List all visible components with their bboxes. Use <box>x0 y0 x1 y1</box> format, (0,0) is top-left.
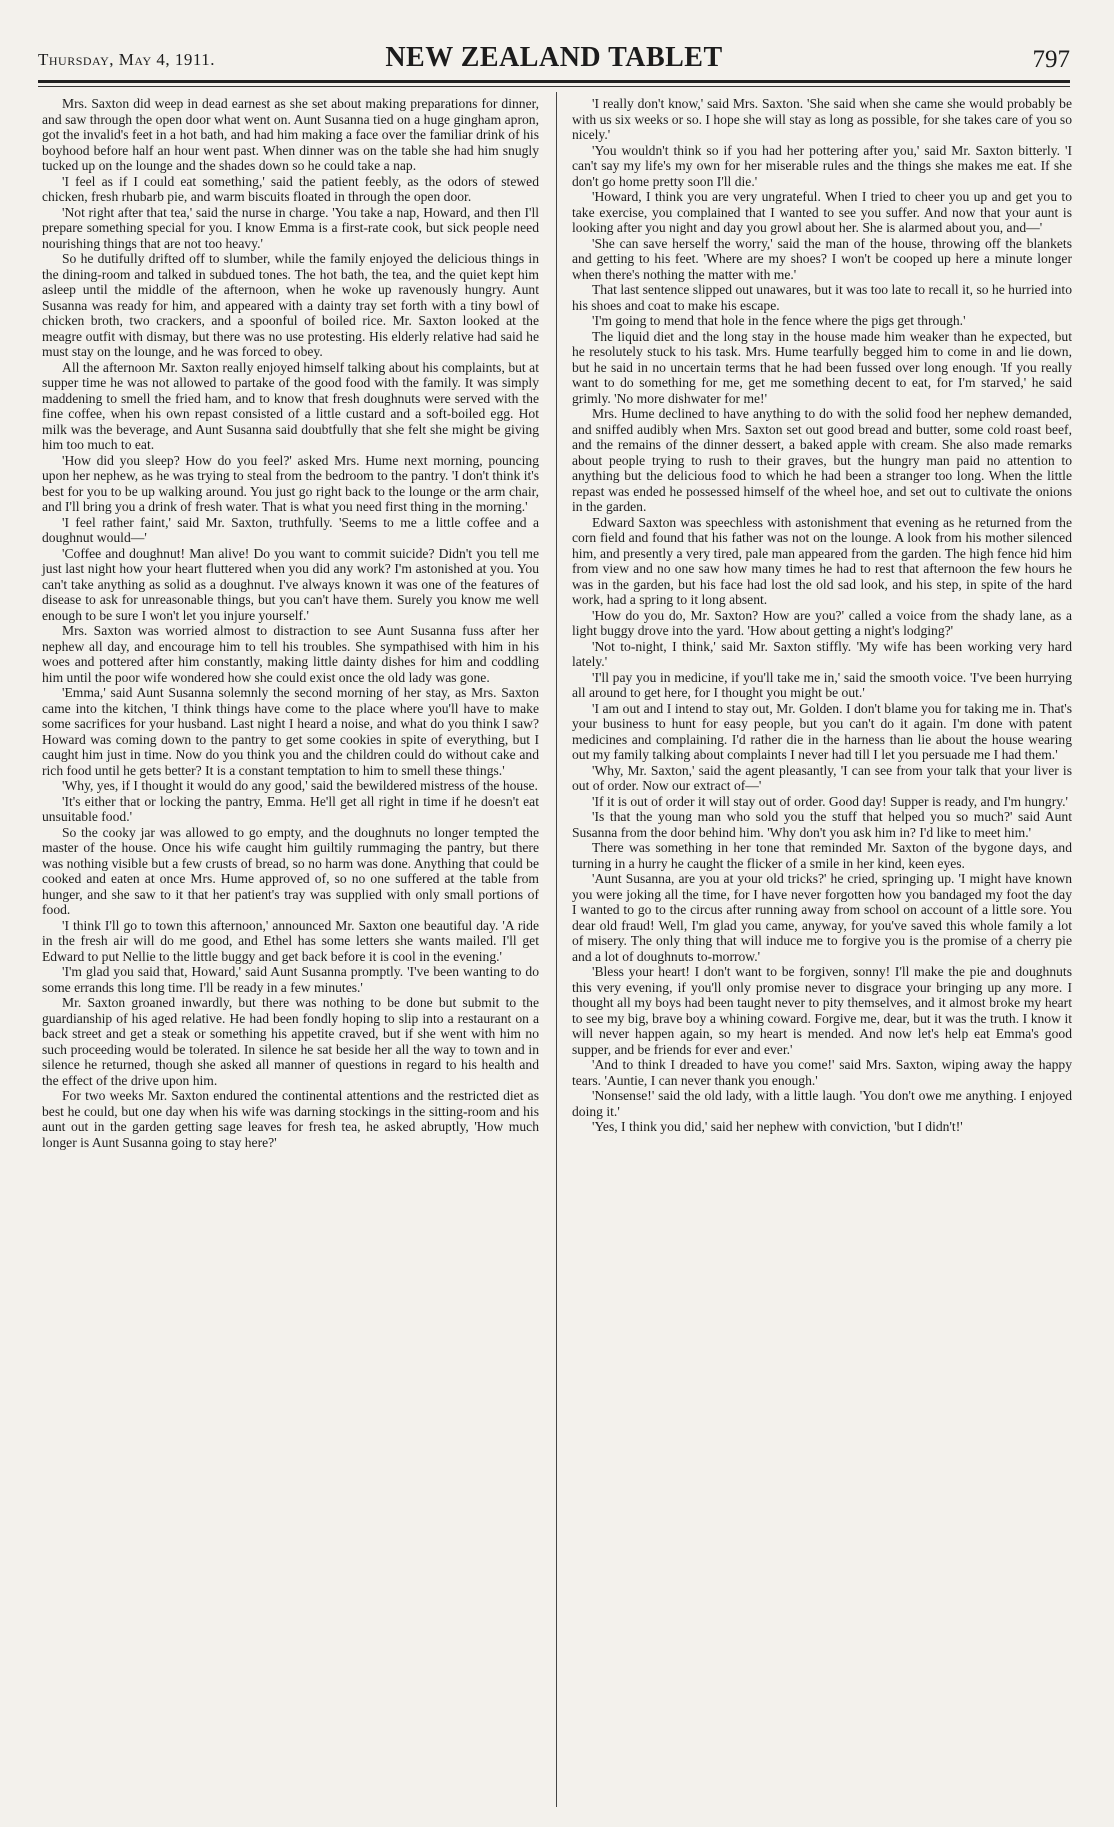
paragraph: Edward Saxton was speechless with astonishment that evening as he returned from the corn field and found that his father was not on the lounge. A look from his mother silenced him, and presently a very tired, pale man appeared from the garden. The high fence hid him from view and no one saw how many times he had to rest that afternoon the few hours he was in the garden, but his face had lost the old sad look, and his step, in spite of the hard work, had a spring to it long absent. <box>572 514 1072 607</box>
paragraph: 'Why, yes, if I thought it would do any good,' said the bewildered mistress of the house. <box>62 778 538 793</box>
issue-date: Thursday, May 4, 1911. <box>38 50 216 69</box>
paragraph: For two weeks Mr. Saxton endured the continental attentions and the restricted diet as best he could, but one day when his wife was darning stockings in the sitting-room and his aunt out in the garden getting sage leaves for fresh tea, he asked abruptly, 'How much longer is Aunt Susanna going to stay here?' <box>42 1088 539 1150</box>
paragraph: So he dutifully drifted off to slumber, while the family enjoyed the delicious things in the dining-room and talked in subdued tones. The hot bath, the tea, and the quiet kept him asleep until the middle of the afternoon, when he woke up ravenously hungry. Aunt Susanna was ready for him, and appeared with a dainty tray set forth with a tiny bowl of chicken broth, two crackers, and a spoonful of boiled rice. Mr. Saxton looked at the meagre outfit with dismay, but there was no use protesting. His elderly relative had said he must stay on the lounge, and he was forced to obey. <box>42 251 539 359</box>
paragraph: That last sentence slipped out unawares, but it was too late to recall it, so he hurried into his shoes and coat to make his escape. <box>572 282 1072 313</box>
paragraph: 'I'll pay you in medicine, if you'll take me in,' said the smooth voice. 'I've been hurrying all around to get here, for I thought you might be out.' <box>572 669 1072 700</box>
page-number: 797 <box>1032 46 1070 73</box>
paragraph: 'I feel as if I could eat something,' said the patient feebly, as the odors of stewed chicken, fresh rhubarb pie, and warm biscuits floated in through the open door. <box>42 173 539 204</box>
page-header <box>38 38 1070 82</box>
paragraph: 'Not to-night, I think,' said Mr. Saxton stiffly. 'My wife has been working very hard lately.' <box>572 638 1072 669</box>
paragraph: 'Yes, I think you did,' said her nephew with conviction, 'but I didn't!' <box>592 1119 963 1134</box>
paragraph: 'Coffee and doughnut! Man alive! Do you want to commit suicide? Didn't you tell me just last night how your heart fluttered when you did any work? I'm astonished at you. You can't take anything as solid as a doughnut. I've always known it was one of the features of disease to ask for unreasonable things, but you can't have them. Surely you know me well enough to be sure I won't let you injure yourself.' <box>42 545 539 623</box>
paragraph: Mrs. Saxton did weep in dead earnest as she set about making preparations for dinner, and saw through the open door what went on. Aunt Susanna tied on a huge gingham apron, got the invalid's feet in a hot bath, and had him making a face over the familiar drink of his boyhood before half an hour went past. When dinner was on the table she had him snugly tucked up on the lounge and the shades down so he could take a nap. <box>42 96 539 173</box>
right-column <box>572 96 1072 1135</box>
paragraph: The liquid diet and the long stay in the house made him weaker than he expected, but he resolutely stuck to his task. Mrs. Hume tearfully begged him to come in and lie down, but he said in no uncertain terms that he had been fussed over long enough. 'If you really want to do something for me, get me something decent to eat, for I'm starved,' he said grimly. 'No more dishwater for me!' <box>572 328 1072 406</box>
paragraph: 'I'm glad you said that, Howard,' said Aunt Susanna promptly. 'I've been wanting to do some errands this long time. I'll be ready in a few minutes.' <box>42 964 539 995</box>
left-column <box>42 96 539 1150</box>
column-divider <box>556 92 557 1807</box>
header-rule-thin <box>38 86 1070 87</box>
paragraph: 'How do you do, Mr. Saxton? How are you?' called a voice from the shady lane, as a light buggy drove into the yard. 'How about getting a night's lodging?' <box>572 607 1072 638</box>
paragraph: 'I feel rather faint,' said Mr. Saxton, truthfully. 'Seems to me a little coffee and a doughnut would—' <box>42 514 539 545</box>
header-rule-thick <box>38 80 1070 83</box>
paragraph: Mrs. Saxton was worried almost to distraction to see Aunt Susanna fuss after her nephew all day, and encourage him to tell his troubles. She sympathised with him in his woes and pottered after him constantly, making little dainty dishes for him and coddling him until the poor wife wondered how she could exist once the old lady was gone. <box>42 623 539 685</box>
paragraph: 'And to think I dreaded to have you come!' said Mrs. Saxton, wiping away the happy tears. 'Auntie, I can never thank you enough.' <box>572 1057 1072 1088</box>
paragraph: 'You wouldn't think so if you had her pottering after you,' said Mr. Saxton bitterly. 'I can't say my life's my own for her miserable rules and the things she makes me eat. If she don't go home pretty soon I'll die.' <box>572 142 1072 189</box>
paragraph: So the cooky jar was allowed to go empty, and the doughnuts no longer tempted the master of the house. Once his wife caught him guiltily rummaging the pantry, but there was nothing visible but a few crusts of bread, so no harm was done. Anything that could be cooked and eaten at once Mrs. Hume approved of, so no one suffered at the table from hunger, and she saw to it that her patient's tray was supplied with only small portions of food. <box>42 824 539 917</box>
paragraph: 'How did you sleep? How do you feel?' asked Mrs. Hume next morning, pouncing upon her nephew, as he was trying to steal from the bedroom to the pantry. 'I don't think it's best for you to be up walking around. You just go right back to the lounge or the arm chair, and I'll bring you a drink of fresh water. That is what you need first thing in the morning.' <box>42 452 539 514</box>
paragraph: 'I think I'll go to town this afternoon,' announced Mr. Saxton one beautiful day. 'A ride in the fresh air will do me good, and Ethel has some letters she wants mailed. I'll get Edward to put Nellie to the little buggy and get back before it is cool in the evening.' <box>42 917 539 964</box>
paragraph: 'Why, Mr. Saxton,' said the agent pleasantly, 'I can see from your talk that your liver is out of order. Now our extract of—' <box>572 762 1072 793</box>
paragraph: 'Not right after that tea,' said the nurse in charge. 'You take a nap, Howard, and then I'll prepare something special for you. I know Emma is a first-rate cook, but sick people need nourishing things that are not too heavy.' <box>42 204 539 251</box>
paragraph: 'Aunt Susanna, are you at your old tricks?' he cried, springing up. 'I might have known you were joking all the time, for I have never forgotten how you bandaged my foot the day I wanted to go to the circus after running away from school on account of a little sore. You dear old fraud! Well, I'm glad you came, anyway, for you've saved this whole family a lot of misery. The only thing that will induce me to forgive you is the promise of a cherry pie and a lot of doughnuts to-morrow.' <box>572 871 1072 964</box>
paragraph: 'I really don't know,' said Mrs. Saxton. 'She said when she came she would probably be with us six weeks or so. I hope she will stay as long as possible, for she takes care of you so nicely.' <box>572 96 1072 142</box>
paragraph: 'Nonsense!' said the old lady, with a little laugh. 'You don't owe me anything. I enjoyed doing it.' <box>572 1088 1072 1119</box>
paragraph: There was something in her tone that reminded Mr. Saxton of the bygone days, and turning in a hurry he caught the flicker of a smile in her kind, keen eyes. <box>572 840 1072 871</box>
paragraph: Mr. Saxton groaned inwardly, but there was nothing to be done but submit to the guardianship of his aged relative. He had been fondly hoping to slip into a restaurant on a back street and get a steak or something his appetite craved, but if she went with him no such proceeding would be tolerated. In silence he sat beside her all the way to town and in silence he returned, though she asked all manner of questions in regard to his health and the effect of the drive upon him. <box>42 995 539 1088</box>
paragraph: 'I am out and I intend to stay out, Mr. Golden. I don't blame you for taking me in. That's your business to hunt for easy people, but you can't do it again. I'm done with patent medicines and complaining. I'd rather die in the harness than lie about the house wearing out my family talking about complaints I never had till I let you persuade me I had them.' <box>572 700 1072 762</box>
paragraph: 'I'm going to mend that hole in the fence where the pigs get through.' <box>592 313 966 328</box>
paragraph: 'If it is out of order it will stay out of order. Good day! Supper is ready, and I'm hungry.' <box>592 793 1068 809</box>
paragraph: All the afternoon Mr. Saxton really enjoyed himself talking about his complaints, but at supper time he was not allowed to partake of the good food with the family. It was simply maddening to smell the fried ham, and to know that fresh doughnuts were served with the fine coffee, when his own repast consisted of a little custard and a soft-boiled egg. Hot milk was the beverage, and Aunt Susanna said doubtfully that she felt she might be giving him too much to eat. <box>42 359 539 452</box>
paragraph: 'It's either that or locking the pantry, Emma. He'll get all right in time if he doesn't eat unsuitable food.' <box>42 793 539 824</box>
paragraph: 'She can save herself the worry,' said the man of the house, throwing off the blankets and getting to his feet. 'Where are my shoes? I won't be cooped up here a minute longer when there's nothing the matter with me.' <box>572 235 1072 282</box>
paragraph: 'Bless your heart! I don't want to be forgiven, sonny! I'll make the pie and doughnuts this very evening, if you'll only promise never to disgrace your bringing up any more. I thought all my boys had been taught never to pity themselves, and it almost broke my heart to see my big, brave boy a whining coward. Forgive me, dear, but it was the truth. I know it will never happen again, so my heart is mended. And now let's help eat Emma's good supper, and be friends for ever and ever.' <box>572 964 1072 1057</box>
paragraph: 'Emma,' said Aunt Susanna solemnly the second morning of her stay, as Mrs. Saxton came into the kitchen, 'I think things have come to the place where you'll have to make some sacrifices for your husband. Last night I heard a noise, and what do you think I saw? Howard was coming down to the pantry to get some cookies in spite of everything, but I caught him just in time. Now do you think you and the children could do without cake and rich food until he gets better? It is a constant temptation to him to smell these things.' <box>42 685 539 778</box>
paragraph: 'Howard, I think you are very ungrateful. When I tried to cheer you up and get you to take exercise, you complained that I wanted to see you suffer. And now that your aunt is looking after you night and day you growl about her. She is alarmed about you, and—' <box>572 189 1072 235</box>
paragraph: Mrs. Hume declined to have anything to do with the solid food her nephew demanded, and sniffed audibly when Mrs. Saxton set out good bread and butter, some cold roast beef, and the remains of the dinner dessert, a baked apple with cream. She also made remarks about people trying to rush to their graves, but the hungry man paid no attention to anything but the delicious food to which he had been a stranger too long. When the little repast was ended he possessed himself of the wheel hoe, and set out to cultivate the onions in the garden. <box>572 406 1072 514</box>
masthead-title: NEW ZEALAND TABLET <box>385 42 723 73</box>
paragraph: 'Is that the young man who sold you the stuff that helped you so much?' said Aunt Susanna from the door behind him. 'Why don't you ask him in? I'd like to meet him.' <box>572 809 1072 840</box>
